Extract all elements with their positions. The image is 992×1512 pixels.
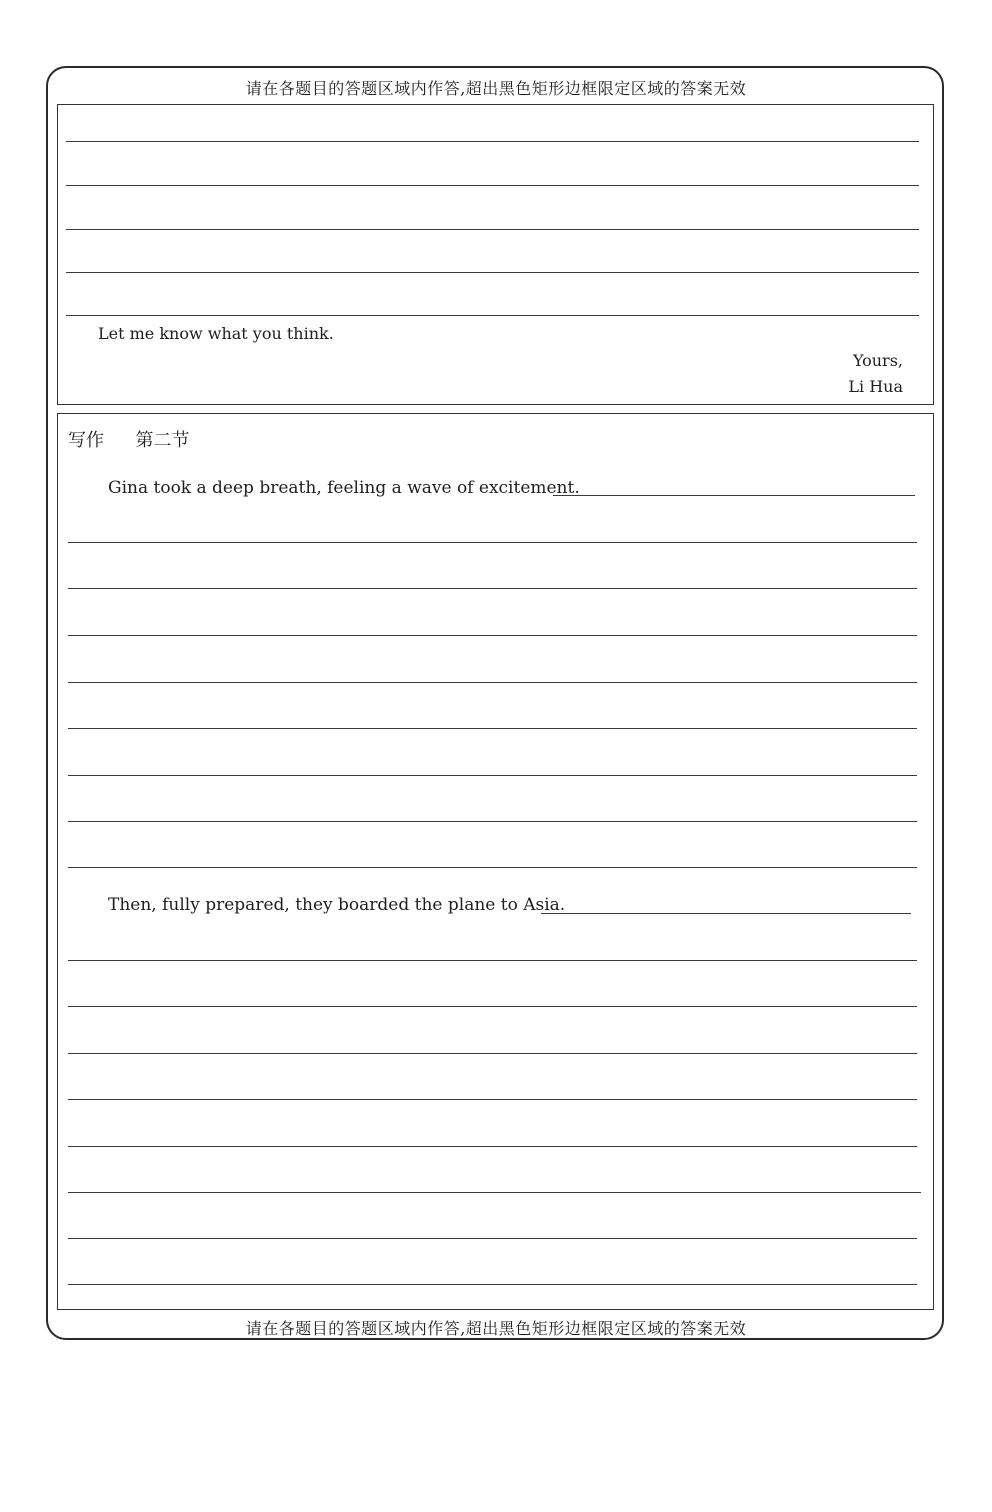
writing-line[interactable] [68,542,917,543]
writing-line[interactable] [68,775,917,776]
writing-line[interactable] [68,1284,917,1285]
writing-line[interactable] [68,1099,917,1100]
writing-line[interactable] [68,1238,917,1239]
writing-line[interactable] [68,1053,917,1054]
paragraph2-continuation-line[interactable] [541,913,911,914]
writing-line[interactable] [68,1192,921,1193]
writing-part2-box [57,413,934,1310]
paragraph1-opening: Gina took a deep breath, feeling a wave of excitement. [108,478,580,498]
writing-line[interactable] [68,1146,917,1147]
writing-line[interactable] [68,588,917,589]
writing-line[interactable] [68,728,917,729]
heading-section-label: 第二节 [135,430,190,451]
signature: Li Hua [848,377,903,396]
section-heading [68,426,189,452]
heading-part-label: 写作 [68,430,104,451]
writing-line[interactable] [66,229,919,230]
writing-line[interactable] [66,141,919,142]
top-notice: 请在各题目的答题区域内作答,超出黑色矩形边框限定区域的答案无效 [245,79,747,98]
writing-line[interactable] [68,960,917,961]
writing-line[interactable] [68,867,917,868]
writing-line[interactable] [66,185,919,186]
writing-line[interactable] [66,272,919,273]
sign-off: Yours, [852,351,903,370]
writing-line[interactable] [66,315,919,316]
paragraph1-continuation-line[interactable] [553,495,915,496]
writing-line[interactable] [68,635,917,636]
closing-line: Let me know what you think. [98,324,334,343]
writing-part1-box [57,104,934,405]
writing-line[interactable] [68,682,917,683]
bottom-notice: 请在各题目的答题区域内作答,超出黑色矩形边框限定区域的答案无效 [245,1319,747,1338]
writing-line[interactable] [68,821,917,822]
paragraph2-opening: Then, fully prepared, they boarded the plane to Asia. [108,895,566,915]
writing-line[interactable] [68,1006,917,1007]
